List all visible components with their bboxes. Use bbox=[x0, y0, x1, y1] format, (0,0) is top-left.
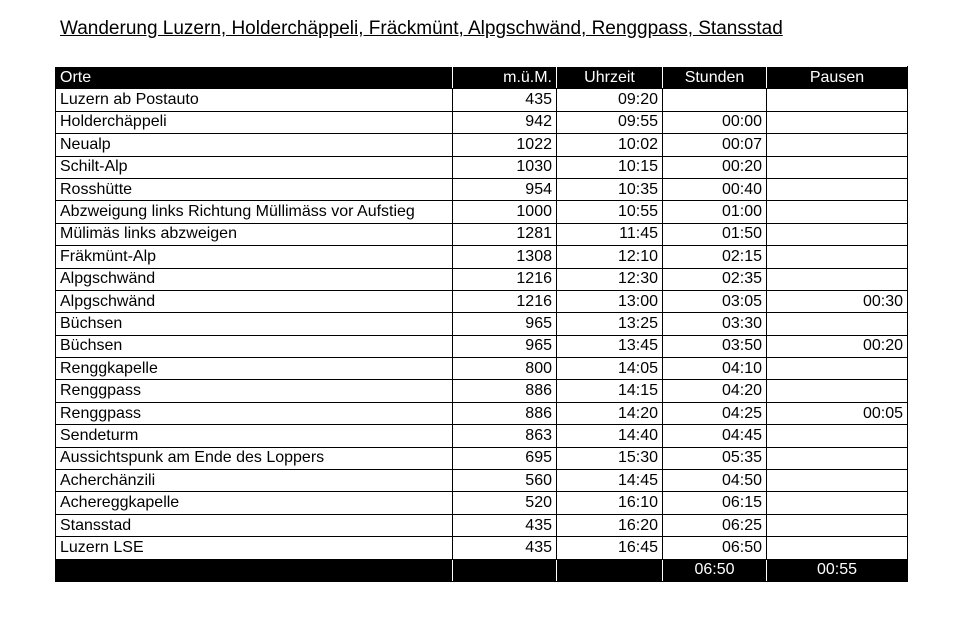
cell-pausen: 00:20 bbox=[767, 335, 908, 357]
totals-blank-uhrzeit bbox=[557, 559, 663, 581]
table-row bbox=[56, 335, 908, 357]
table-row bbox=[56, 268, 908, 290]
cell-stunden: 01:50 bbox=[663, 223, 767, 245]
table-row bbox=[56, 425, 908, 447]
cell-ort: Renggpass bbox=[56, 402, 453, 424]
header-pausen: Pausen bbox=[767, 67, 908, 89]
route-table bbox=[55, 66, 908, 582]
cell-uhrzeit: 16:20 bbox=[557, 514, 663, 536]
cell-pausen bbox=[767, 178, 908, 200]
cell-ort: Renggpass bbox=[56, 380, 453, 402]
table-row bbox=[56, 201, 908, 223]
cell-ort: Fräkmünt-Alp bbox=[56, 246, 453, 268]
cell-ort: Sendeturm bbox=[56, 425, 453, 447]
cell-pausen bbox=[767, 111, 908, 133]
table-row bbox=[56, 111, 908, 133]
cell-pausen bbox=[767, 470, 908, 492]
cell-uhrzeit: 13:25 bbox=[557, 313, 663, 335]
cell-stunden: 06:15 bbox=[663, 492, 767, 514]
cell-hoehe: 1308 bbox=[453, 246, 557, 268]
table-row bbox=[56, 290, 908, 312]
cell-hoehe: 435 bbox=[453, 537, 557, 559]
table-row bbox=[56, 514, 908, 536]
cell-hoehe: 1000 bbox=[453, 201, 557, 223]
cell-uhrzeit: 14:40 bbox=[557, 425, 663, 447]
cell-pausen: 00:05 bbox=[767, 402, 908, 424]
header-stunden: Stunden bbox=[663, 67, 767, 89]
cell-uhrzeit: 13:45 bbox=[557, 335, 663, 357]
cell-ort: Büchsen bbox=[56, 313, 453, 335]
cell-hoehe: 520 bbox=[453, 492, 557, 514]
cell-stunden: 02:15 bbox=[663, 246, 767, 268]
cell-pausen bbox=[767, 201, 908, 223]
cell-pausen: 00:30 bbox=[767, 290, 908, 312]
cell-uhrzeit: 13:00 bbox=[557, 290, 663, 312]
cell-stunden: 06:50 bbox=[663, 537, 767, 559]
cell-ort: Luzern LSE bbox=[56, 537, 453, 559]
cell-hoehe: 886 bbox=[453, 380, 557, 402]
table-row bbox=[56, 178, 908, 200]
cell-hoehe: 1216 bbox=[453, 268, 557, 290]
cell-pausen bbox=[767, 313, 908, 335]
cell-pausen bbox=[767, 358, 908, 380]
cell-stunden: 00:00 bbox=[663, 111, 767, 133]
table-row bbox=[56, 537, 908, 559]
cell-uhrzeit: 14:15 bbox=[557, 380, 663, 402]
cell-ort: Holderchäppeli bbox=[56, 111, 453, 133]
cell-uhrzeit: 10:55 bbox=[557, 201, 663, 223]
header-orte: Orte bbox=[56, 67, 453, 89]
cell-ort: Rosshütte bbox=[56, 178, 453, 200]
cell-pausen bbox=[767, 380, 908, 402]
cell-pausen bbox=[767, 246, 908, 268]
cell-stunden: 03:05 bbox=[663, 290, 767, 312]
cell-stunden: 04:25 bbox=[663, 402, 767, 424]
table-header-row bbox=[56, 67, 908, 89]
cell-stunden: 05:35 bbox=[663, 447, 767, 469]
cell-stunden: 00:40 bbox=[663, 178, 767, 200]
cell-hoehe: 435 bbox=[453, 89, 557, 111]
cell-stunden: 04:20 bbox=[663, 380, 767, 402]
cell-stunden: 03:30 bbox=[663, 313, 767, 335]
cell-ort: Büchsen bbox=[56, 335, 453, 357]
cell-uhrzeit: 10:02 bbox=[557, 134, 663, 156]
cell-pausen bbox=[767, 537, 908, 559]
cell-pausen bbox=[767, 425, 908, 447]
cell-uhrzeit: 14:20 bbox=[557, 402, 663, 424]
table-row bbox=[56, 223, 908, 245]
document-title: Wanderung Luzern, Holderchäppeli, Fräckmünt, Alpgschwänd, Renggpass, Stansstad bbox=[60, 18, 783, 39]
cell-hoehe: 560 bbox=[453, 470, 557, 492]
cell-uhrzeit: 11:45 bbox=[557, 223, 663, 245]
totals-row bbox=[56, 559, 908, 581]
cell-uhrzeit: 14:05 bbox=[557, 358, 663, 380]
cell-ort: Renggkapelle bbox=[56, 358, 453, 380]
cell-stunden: 04:10 bbox=[663, 358, 767, 380]
cell-hoehe: 886 bbox=[453, 402, 557, 424]
total-stunden: 06:50 bbox=[663, 559, 767, 581]
cell-stunden: 04:45 bbox=[663, 425, 767, 447]
cell-stunden: 00:07 bbox=[663, 134, 767, 156]
cell-stunden: 04:50 bbox=[663, 470, 767, 492]
cell-hoehe: 942 bbox=[453, 111, 557, 133]
cell-ort: Stansstad bbox=[56, 514, 453, 536]
total-pausen: 00:55 bbox=[767, 559, 908, 581]
cell-uhrzeit: 16:45 bbox=[557, 537, 663, 559]
cell-pausen bbox=[767, 156, 908, 178]
table-row bbox=[56, 470, 908, 492]
cell-uhrzeit: 10:35 bbox=[557, 178, 663, 200]
cell-hoehe: 863 bbox=[453, 425, 557, 447]
cell-hoehe: 965 bbox=[453, 335, 557, 357]
cell-ort: Schilt-Alp bbox=[56, 156, 453, 178]
cell-ort: Aussichtspunk am Ende des Loppers bbox=[56, 447, 453, 469]
cell-uhrzeit: 12:30 bbox=[557, 268, 663, 290]
cell-stunden: 00:20 bbox=[663, 156, 767, 178]
cell-hoehe: 435 bbox=[453, 514, 557, 536]
cell-uhrzeit: 09:20 bbox=[557, 89, 663, 111]
cell-stunden: 06:25 bbox=[663, 514, 767, 536]
cell-uhrzeit: 16:10 bbox=[557, 492, 663, 514]
table-row bbox=[56, 89, 908, 111]
cell-ort: Alpgschwänd bbox=[56, 268, 453, 290]
route-table-body bbox=[56, 89, 908, 559]
cell-ort: Abzweigung links Richtung Müllimäss vor Aufstieg bbox=[56, 201, 453, 223]
table-row bbox=[56, 380, 908, 402]
table-row bbox=[56, 402, 908, 424]
cell-hoehe: 1030 bbox=[453, 156, 557, 178]
cell-hoehe: 1281 bbox=[453, 223, 557, 245]
totals-blank-orte bbox=[56, 559, 453, 581]
table-row bbox=[56, 358, 908, 380]
cell-uhrzeit: 09:55 bbox=[557, 111, 663, 133]
cell-ort: Achereggkapelle bbox=[56, 492, 453, 514]
cell-hoehe: 1216 bbox=[453, 290, 557, 312]
cell-hoehe: 1022 bbox=[453, 134, 557, 156]
cell-uhrzeit: 14:45 bbox=[557, 470, 663, 492]
cell-hoehe: 965 bbox=[453, 313, 557, 335]
table-row bbox=[56, 313, 908, 335]
cell-stunden: 02:35 bbox=[663, 268, 767, 290]
header-hoehe: m.ü.M. bbox=[453, 67, 557, 89]
cell-stunden: 03:50 bbox=[663, 335, 767, 357]
cell-ort: Neualp bbox=[56, 134, 453, 156]
cell-pausen bbox=[767, 447, 908, 469]
cell-uhrzeit: 15:30 bbox=[557, 447, 663, 469]
cell-pausen bbox=[767, 223, 908, 245]
cell-pausen bbox=[767, 514, 908, 536]
table-row bbox=[56, 492, 908, 514]
cell-ort: Alpgschwänd bbox=[56, 290, 453, 312]
table-row bbox=[56, 134, 908, 156]
table-row bbox=[56, 246, 908, 268]
cell-uhrzeit: 10:15 bbox=[557, 156, 663, 178]
cell-hoehe: 954 bbox=[453, 178, 557, 200]
table-row bbox=[56, 156, 908, 178]
cell-uhrzeit: 12:10 bbox=[557, 246, 663, 268]
cell-pausen bbox=[767, 89, 908, 111]
totals-blank-hoehe bbox=[453, 559, 557, 581]
cell-hoehe: 800 bbox=[453, 358, 557, 380]
cell-stunden: 01:00 bbox=[663, 201, 767, 223]
cell-pausen bbox=[767, 492, 908, 514]
cell-ort: Luzern ab Postauto bbox=[56, 89, 453, 111]
cell-stunden bbox=[663, 89, 767, 111]
header-uhrzeit: Uhrzeit bbox=[557, 67, 663, 89]
cell-hoehe: 695 bbox=[453, 447, 557, 469]
table-row bbox=[56, 447, 908, 469]
cell-ort: Acherchänzili bbox=[56, 470, 453, 492]
cell-pausen bbox=[767, 268, 908, 290]
cell-ort: Mülimäs links abzweigen bbox=[56, 223, 453, 245]
cell-pausen bbox=[767, 134, 908, 156]
